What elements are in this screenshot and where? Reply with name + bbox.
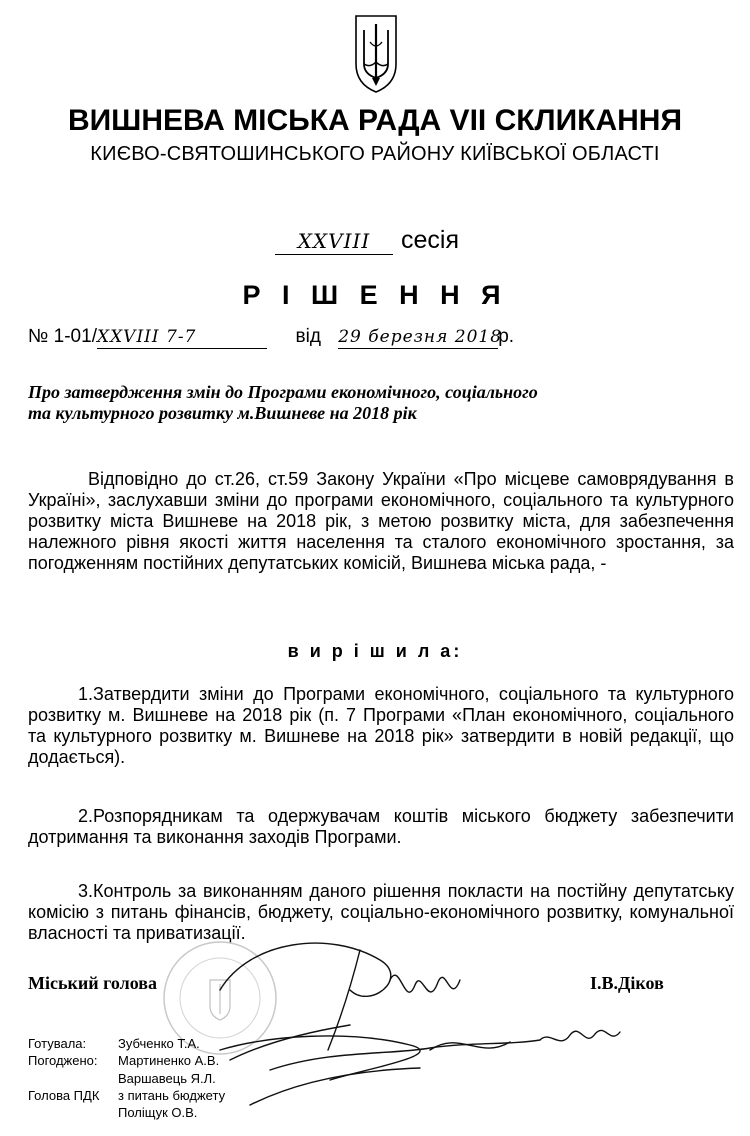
agreed-name-1: Мартиненко А.В. bbox=[118, 1053, 220, 1068]
prepared-name: Зубченко Т.А. bbox=[118, 1036, 200, 1051]
mayor-label: Міський голова bbox=[28, 973, 157, 993]
agreed-name-2: Варшавець Я.Л. bbox=[118, 1071, 216, 1086]
council-subtitle: КИЄВО-СВЯТОШИНСЬКОГО РАЙОНУ КИЇВСЬКОЇ ОБЛАСТІ bbox=[90, 143, 660, 165]
decision-date: 29 березня 2018 bbox=[338, 327, 503, 347]
date-suffix: р. bbox=[498, 326, 515, 347]
number-prefix: № 1-01/ bbox=[28, 326, 97, 347]
prepared-label: Готувала: bbox=[28, 1036, 87, 1051]
resolved-label: в и р і ш и л а: bbox=[287, 641, 463, 661]
committee-name: Поліщук О.В. bbox=[118, 1105, 198, 1120]
committee-desc: з питань бюджету bbox=[118, 1088, 226, 1103]
decision-item-3: 3.Контроль за виконанням даного рішення покласти на постійну депутатську комісію з питань фінансів, бюджету, соціально-економічного розвитку, комунальної власності та приватизації. bbox=[28, 881, 734, 943]
resolution-title: Про затвердження змін до Програми економічного, соціального та культурного розвитку м.Вишневе на 2018 рік bbox=[28, 382, 538, 423]
mayor-name: І.В.Діков bbox=[590, 973, 664, 993]
committee-label: Голова ПДК bbox=[28, 1088, 100, 1103]
session-label: сесія bbox=[401, 226, 459, 254]
date-prefix: від bbox=[295, 326, 321, 347]
decision-item-2: 2.Розпорядникам та одержувачам коштів міського бюджету забезпечити дотримання та виконання заходів Програми. bbox=[28, 806, 734, 847]
signature-icon bbox=[210, 930, 670, 1120]
decision-number: XXVIII 7-7 bbox=[97, 326, 267, 349]
preamble-paragraph: Відповідно до ст.26, ст.59 Закону України «Про місцеве самоврядування в Україні», заслухавши зміни до програми економічного, соціального та культурного розвитку міста Вишневе на 2018 рік, з метою розвитку міста, для забезпечення належного рівня якості життя населення та сталого економічного зростання, за погодженням постійних депутатських комісій, Вишнева міська рада, - bbox=[28, 469, 734, 573]
session-number: XXVIII bbox=[275, 228, 393, 255]
council-title: ВИШНЕВА МІСЬКА РАДА VII СКЛИКАННЯ bbox=[67, 104, 683, 137]
agreed-label: Погоджено: bbox=[28, 1053, 98, 1068]
tryzub-icon bbox=[352, 12, 400, 96]
decision-heading: Р І Ш Е Н Н Я bbox=[242, 280, 508, 310]
registration-line bbox=[28, 326, 514, 349]
session-line bbox=[275, 226, 459, 255]
decision-item-1: 1.Затвердити зміни до Програми економічного, соціального та культурного розвитку м. Вишневе на 2018 рік (п. 7 Програми «План економічного, соціального та культурного розвитку м. Вишневе на 2018 рік» затвердити в новій редакції, що додається). bbox=[28, 684, 734, 767]
